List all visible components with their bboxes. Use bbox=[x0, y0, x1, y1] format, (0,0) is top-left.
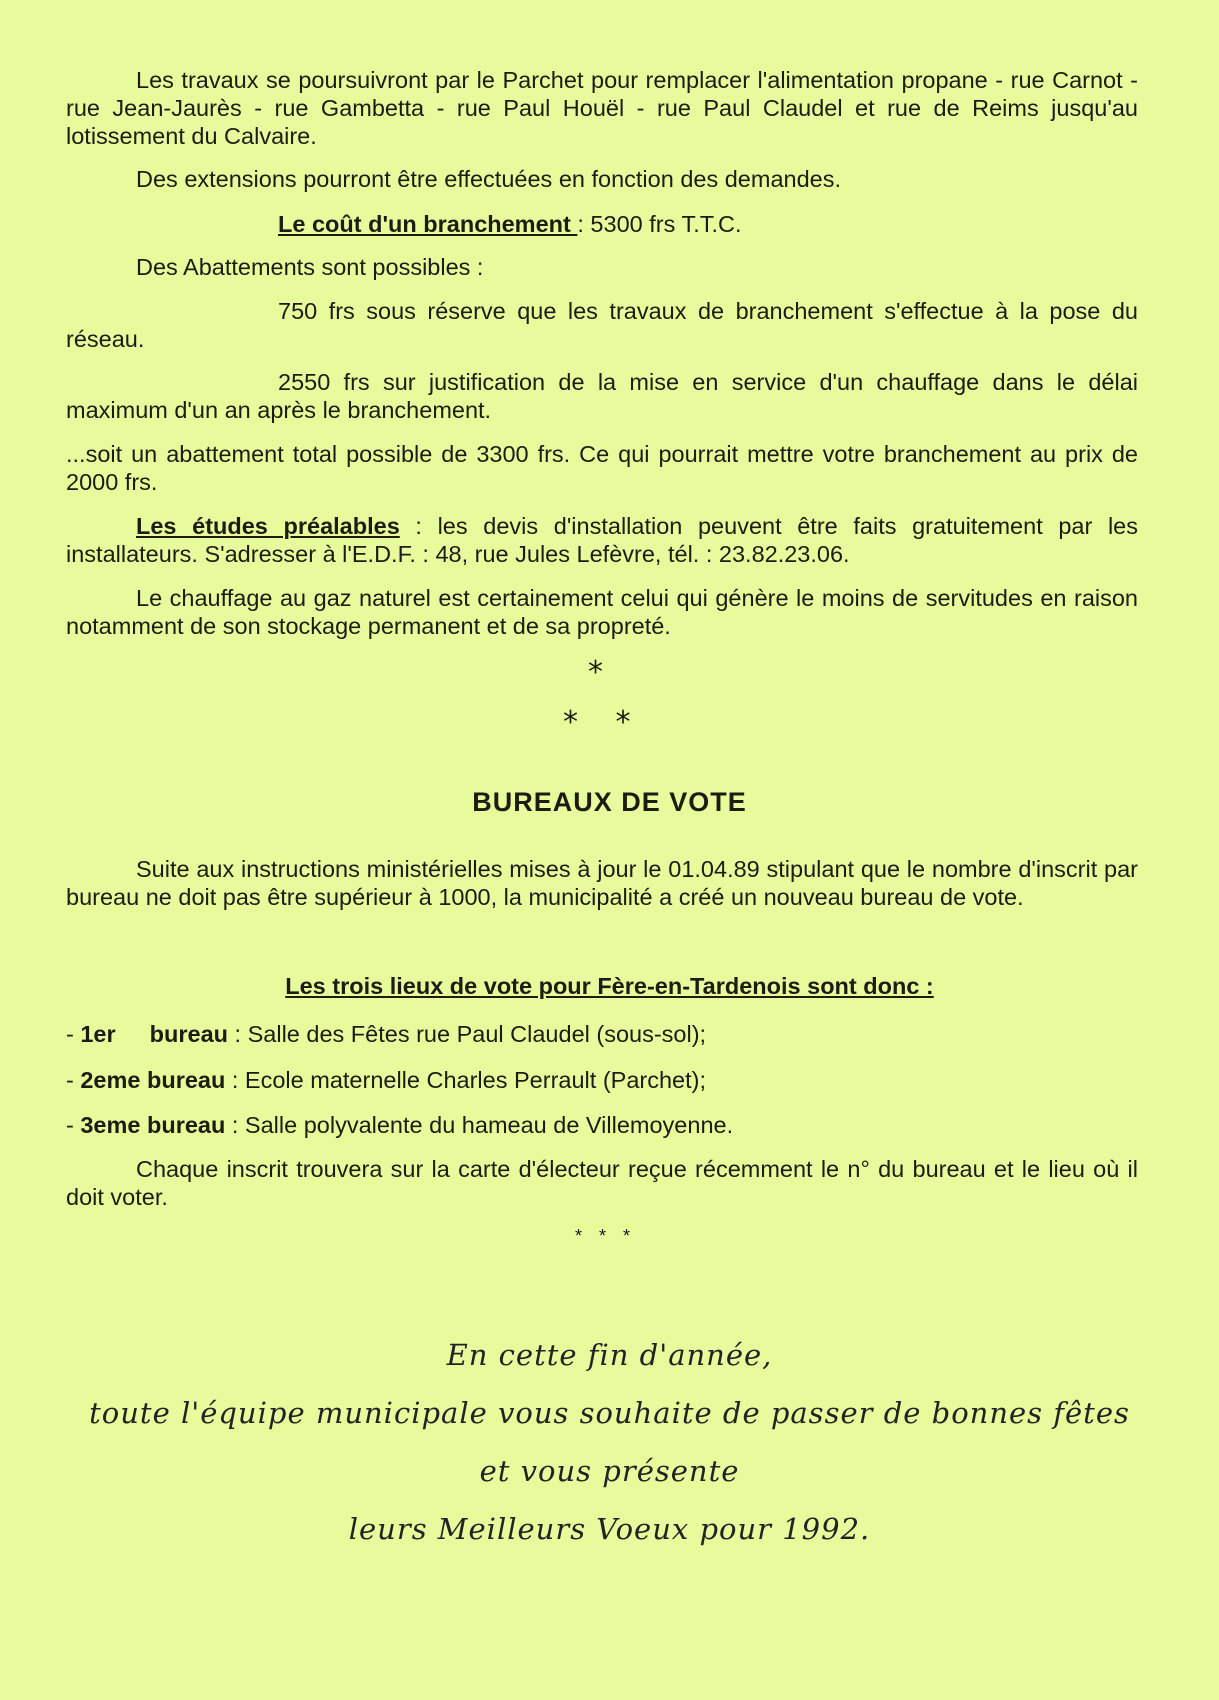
abattement-2550: 2550 frs sur justification de la mise en service d'un chauffage dans le délai maximum d'un an après le branchement. bbox=[66, 369, 1138, 423]
etudes-label: Les études préalables bbox=[136, 513, 400, 539]
cost-value: : 5300 frs T.T.C. bbox=[577, 211, 742, 237]
bureau-label2: bureau bbox=[149, 1021, 229, 1047]
paragraph-extensions: Des extensions pourront être effectuées en fonction des demandes. bbox=[136, 166, 842, 192]
paragraph-chauffage: Le chauffage au gaz naturel est certainement celui qui génère le moins de servitudes en raison notamment de son stockage permanent et de sa propreté. bbox=[66, 585, 1138, 639]
bureau-label: 3eme bureau bbox=[80, 1112, 226, 1138]
bureau-prefix: - bbox=[66, 1112, 81, 1138]
bureau-label: 1er bbox=[80, 1021, 116, 1047]
bureau-item-3 bbox=[66, 1111, 733, 1139]
separator-small-stars: * * * bbox=[575, 1226, 637, 1246]
section-title-bureaux: BUREAUX DE VOTE bbox=[472, 787, 747, 817]
paragraph-carte-electeur: Chaque inscrit trouvera sur la carte d'électeur reçue récemment le n° du bureau et le lieu où il doit voter. bbox=[66, 1156, 1138, 1210]
cost-line bbox=[66, 210, 1138, 238]
greeting-line-2: toute l'équipe municipale vous souhaite de passer de bonnes fêtes bbox=[89, 1396, 1130, 1430]
separator-star-top: * bbox=[588, 655, 603, 690]
cost-label: Le coût d'un branchement bbox=[278, 211, 578, 237]
bureau-text: : Salle polyvalente du hameau de Villemoyenne. bbox=[225, 1112, 734, 1138]
paragraph-total: ...soit un abattement total possible de 3300 frs. Ce qui pourrait mettre votre branchement au prix de 2000 frs. bbox=[66, 441, 1138, 495]
paragraph-travaux: Les travaux se poursuivront par le Parchet pour remplacer l'alimentation propane - rue Carnot - rue Jean-Jaurès - rue Gambetta - rue Paul Houël - rue Paul Claudel et rue de Reims jusqu'au lotissement du Calvaire. bbox=[66, 67, 1138, 149]
bureau-text: : Ecole maternelle Charles Perrault (Parchet); bbox=[225, 1067, 706, 1093]
paragraph-instructions: Suite aux instructions ministérielles mises à jour le 01.04.89 stipulant que le nombre d'inscrit par bureau ne doit pas être supérieur à 1000, la municipalité a créé un nouveau bureau de vote. bbox=[66, 856, 1138, 910]
greeting-line-3: et vous présente bbox=[479, 1454, 740, 1488]
paragraph-abattements: Des Abattements sont possibles : bbox=[136, 254, 484, 280]
bureau-label: 2eme bureau bbox=[80, 1067, 226, 1093]
bureau-prefix: - bbox=[66, 1021, 81, 1047]
bureau-item-1 bbox=[66, 1020, 706, 1048]
greeting-line-4: leurs Meilleurs Voeux pour 1992. bbox=[348, 1512, 871, 1546]
bureau-item-2 bbox=[66, 1066, 706, 1094]
etudes-text: : les devis d'installation peuvent être faits gratuitement par les installateurs. S'adresser à l'E.D.F. : 48, rue Jules Lefèvre, tél. : 23.82.23.06. bbox=[66, 513, 1139, 567]
paragraph-etudes bbox=[66, 512, 1138, 568]
subtitle-text: Les trois lieux de vote pour Fère-en-Tardenois sont donc : bbox=[285, 973, 934, 999]
greeting-line-1: En cette fin d'année, bbox=[446, 1338, 773, 1372]
separator-stars-bottom: * * bbox=[563, 705, 645, 740]
bureau-prefix: - bbox=[66, 1067, 81, 1093]
subtitle-lieux bbox=[0, 973, 1219, 1000]
bureau-text: : Salle des Fêtes rue Paul Claudel (sous-sol); bbox=[228, 1021, 707, 1047]
abattement-750: 750 frs sous réserve que les travaux de branchement s'effectue à la pose du réseau. bbox=[66, 298, 1138, 352]
